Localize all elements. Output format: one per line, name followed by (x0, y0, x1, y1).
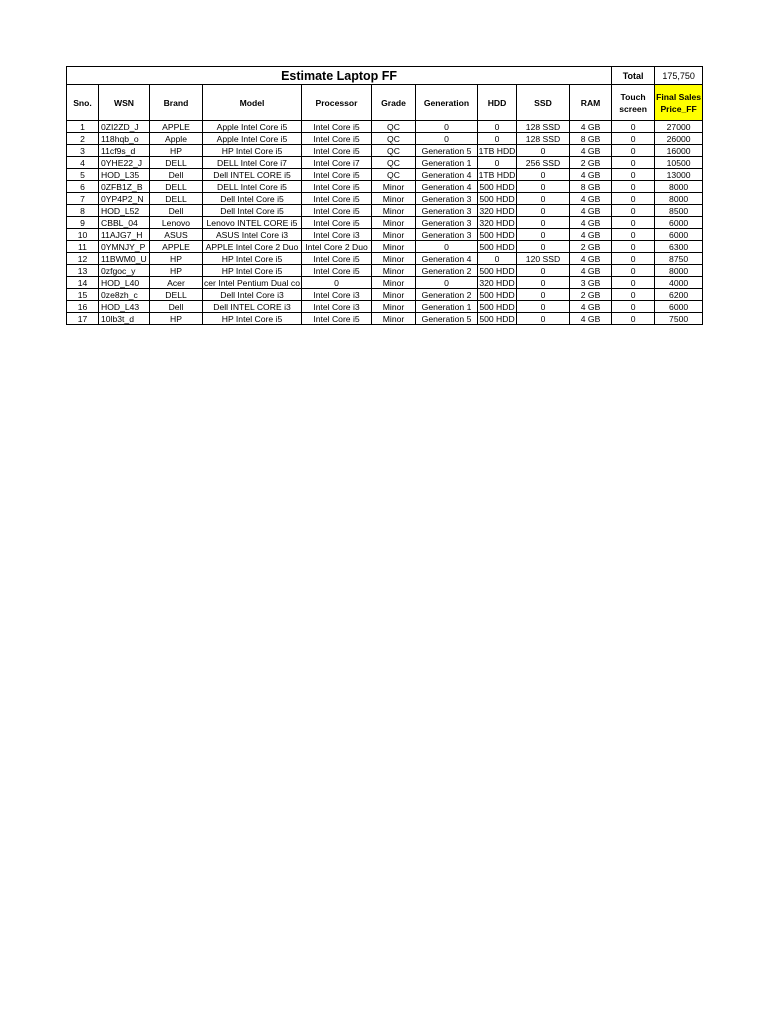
cell-model: Dell Intel Core i3 (203, 289, 302, 301)
cell-final-sales-price: 16000 (655, 145, 703, 157)
cell-processor: Intel Core i5 (302, 313, 372, 325)
cell-ssd: 128 SSD (517, 133, 570, 145)
cell-sno: 17 (67, 313, 99, 325)
cell-final-sales-price: 6200 (655, 289, 703, 301)
cell-grade: Minor (372, 265, 416, 277)
cell-generation: Generation 1 (416, 301, 478, 313)
cell-brand: HP (150, 145, 203, 157)
cell-grade: Minor (372, 313, 416, 325)
cell-touch-screen: 0 (612, 145, 655, 157)
cell-wsn: 118hqb_o (99, 133, 150, 145)
cell-model: Dell INTEL CORE i5 (203, 169, 302, 181)
cell-generation: 0 (416, 133, 478, 145)
cell-generation: Generation 3 (416, 205, 478, 217)
cell-hdd: 500 HDD (479, 193, 515, 204)
table-row (67, 253, 703, 265)
table-row (67, 265, 703, 277)
column-header-processor: Processor (302, 85, 372, 121)
table-row (67, 133, 703, 145)
cell-final-sales-price: 7500 (655, 313, 703, 325)
cell-generation: Generation 2 (416, 265, 478, 277)
cell-model: DELL Intel Core i7 (203, 157, 302, 169)
cell-ssd: 120 SSD (517, 253, 570, 265)
cell-grade: Minor (372, 253, 416, 265)
cell-grade: QC (372, 145, 416, 157)
cell-processor: Intel Core i5 (302, 193, 372, 205)
cell-processor: Intel Core 2 Duo (302, 241, 372, 253)
cell-grade: Minor (372, 229, 416, 241)
cell-ssd: 0 (517, 277, 570, 289)
header-row (67, 85, 703, 121)
cell-hdd: 320 HDD (479, 205, 515, 216)
cell-touch-screen: 0 (612, 313, 655, 325)
cell-final-sales-price: 4000 (655, 277, 703, 289)
cell-brand: DELL (150, 157, 203, 169)
cell-ram: 8 GB (570, 133, 612, 145)
cell-grade: Minor (372, 181, 416, 193)
table-row (67, 181, 703, 193)
cell-hdd: 0 (478, 121, 517, 133)
cell-generation: Generation 1 (416, 157, 478, 169)
cell-hdd: 1TB HDD (478, 145, 516, 156)
cell-wsn: 11AJG7_H (99, 229, 150, 241)
cell-generation: Generation 4 (416, 181, 478, 193)
cell-grade: QC (372, 157, 416, 169)
cell-hdd: 500 HDD (479, 229, 515, 240)
cell-wsn: 11cf9s_d (99, 145, 150, 157)
cell-brand: Dell (150, 205, 203, 217)
cell-brand: Dell (150, 169, 203, 181)
cell-touch-screen: 0 (612, 265, 655, 277)
cell-model: HP Intel Core i5 (203, 145, 302, 157)
cell-processor: Intel Core i5 (302, 145, 372, 157)
cell-ssd: 0 (517, 169, 570, 181)
cell-final-sales-price: 27000 (655, 121, 703, 133)
table-row (67, 313, 703, 325)
cell-generation: Generation 2 (416, 289, 478, 301)
cell-processor: Intel Core i3 (302, 301, 372, 313)
cell-processor: 0 (302, 277, 372, 289)
table-row (67, 145, 703, 157)
cell-ram: 2 GB (570, 241, 612, 253)
cell-grade: Minor (372, 205, 416, 217)
cell-ram: 4 GB (570, 121, 612, 133)
cell-brand: ASUS (150, 229, 203, 241)
estimate-laptop-table (66, 66, 703, 325)
column-header-hdd: HDD (478, 85, 517, 121)
cell-ram: 4 GB (570, 145, 612, 157)
cell-ram: 4 GB (570, 301, 612, 313)
cell-touch-screen: 0 (612, 253, 655, 265)
cell-hdd: 0 (478, 253, 517, 265)
cell-sno: 2 (67, 133, 99, 145)
cell-ssd: 0 (517, 229, 570, 241)
column-header-ram: RAM (570, 85, 612, 121)
cell-sno: 4 (67, 157, 99, 169)
cell-wsn: 0ZI2ZD_J (99, 121, 150, 133)
cell-ssd: 0 (517, 181, 570, 193)
cell-sno: 10 (67, 229, 99, 241)
table-row (67, 169, 703, 181)
cell-sno: 8 (67, 205, 99, 217)
cell-grade: QC (372, 169, 416, 181)
cell-generation: Generation 4 (416, 169, 478, 181)
cell-processor: Intel Core i5 (302, 121, 372, 133)
cell-final-sales-price: 6000 (655, 301, 703, 313)
cell-ram: 4 GB (570, 169, 612, 181)
table-body (67, 67, 703, 325)
cell-grade: QC (372, 121, 416, 133)
cell-ram: 4 GB (570, 265, 612, 277)
cell-wsn: 11BWM0_U (99, 253, 150, 265)
table-row (67, 301, 703, 313)
cell-final-sales-price: 6000 (655, 229, 703, 241)
cell-brand: APPLE (150, 241, 203, 253)
cell-grade: Minor (372, 277, 416, 289)
cell-final-sales-price: 26000 (655, 133, 703, 145)
cell-sno: 1 (67, 121, 99, 133)
cell-wsn: 0YHE22_J (99, 157, 150, 169)
column-header-ssd: SSD (517, 85, 570, 121)
cell-model: HP Intel Core i5 (203, 265, 302, 277)
cell-touch-screen: 0 (612, 121, 655, 133)
column-header-model: Model (203, 85, 302, 121)
cell-brand: DELL (150, 181, 203, 193)
cell-brand: Lenovo (150, 217, 203, 229)
column-header-wsn: WSN (99, 85, 150, 121)
title-row (67, 67, 703, 85)
cell-touch-screen: 0 (612, 157, 655, 169)
cell-wsn: HOD_L35 (99, 169, 150, 181)
cell-ram: 2 GB (570, 289, 612, 301)
cell-brand: APPLE (150, 121, 203, 133)
cell-final-sales-price: 6300 (655, 241, 703, 253)
cell-generation: 0 (416, 241, 478, 253)
cell-brand: DELL (150, 289, 203, 301)
cell-model: Apple Intel Core i5 (203, 133, 302, 145)
cell-brand: Dell (150, 301, 203, 313)
cell-touch-screen: 0 (612, 241, 655, 253)
cell-ssd: 0 (517, 313, 570, 325)
cell-generation: Generation 3 (416, 193, 478, 205)
cell-generation: Generation 5 (416, 313, 478, 325)
cell-brand: Acer (150, 277, 203, 289)
cell-final-sales-price: 10500 (655, 157, 703, 169)
cell-sno: 14 (67, 277, 99, 289)
sheet-title: Estimate Laptop FF (67, 67, 612, 85)
cell-hdd: 0 (478, 157, 517, 169)
cell-processor: Intel Core i5 (302, 181, 372, 193)
cell-touch-screen: 0 (612, 301, 655, 313)
column-header-generation: Generation (416, 85, 478, 121)
cell-ram: 3 GB (570, 277, 612, 289)
table-row (67, 157, 703, 169)
cell-wsn: HOD_L43 (99, 301, 150, 313)
cell-wsn: 0ZFB1Z_B (99, 181, 150, 193)
cell-sno: 13 (67, 265, 99, 277)
cell-ssd: 0 (517, 241, 570, 253)
table-row (67, 289, 703, 301)
cell-final-sales-price: 8000 (655, 265, 703, 277)
column-header-final-sales-price: Final Sales Price_FF (655, 85, 703, 121)
column-header-grade: Grade (372, 85, 416, 121)
cell-hdd: 320 HDD (479, 217, 515, 228)
cell-model: DELL Intel Core i5 (203, 181, 302, 193)
cell-final-sales-price: 8500 (655, 205, 703, 217)
cell-model: Lenovo INTEL CORE i5 (203, 217, 302, 229)
column-header-brand: Brand (150, 85, 203, 121)
cell-grade: Minor (372, 193, 416, 205)
cell-model: ASUS Intel Core i3 (203, 229, 302, 241)
cell-ram: 4 GB (570, 217, 612, 229)
table-row (67, 277, 703, 289)
cell-hdd: 500 HDD (479, 181, 515, 192)
cell-hdd: 500 HDD (479, 241, 515, 252)
cell-processor: Intel Core i5 (302, 265, 372, 277)
table-row (67, 193, 703, 205)
cell-grade: Minor (372, 289, 416, 301)
cell-wsn: 0YP4P2_N (99, 193, 150, 205)
cell-wsn: 0zfgoc_y (99, 265, 150, 277)
cell-wsn: CBBL_04 (99, 217, 150, 229)
cell-touch-screen: 0 (612, 229, 655, 241)
cell-ram: 2 GB (570, 157, 612, 169)
cell-processor: Intel Core i5 (302, 205, 372, 217)
cell-ram: 4 GB (570, 229, 612, 241)
cell-final-sales-price: 13000 (655, 169, 703, 181)
cell-grade: Minor (372, 217, 416, 229)
cell-grade: QC (372, 133, 416, 145)
cell-model: Apple Intel Core i5 (203, 121, 302, 133)
cell-brand: HP (150, 253, 203, 265)
cell-hdd: 500 HDD (479, 301, 515, 312)
table-row (67, 241, 703, 253)
cell-hdd: 500 HDD (479, 265, 515, 276)
cell-brand: HP (150, 313, 203, 325)
cell-processor: Intel Core i5 (302, 253, 372, 265)
cell-hdd: 500 HDD (479, 289, 515, 300)
cell-model: HP Intel Core i5 (203, 253, 302, 265)
cell-sno: 7 (67, 193, 99, 205)
table-row (67, 205, 703, 217)
cell-processor: Intel Core i7 (302, 157, 372, 169)
cell-generation: 0 (416, 277, 478, 289)
cell-model: Dell INTEL CORE i3 (203, 301, 302, 313)
cell-brand: Apple (150, 133, 203, 145)
cell-touch-screen: 0 (612, 181, 655, 193)
cell-hdd: 320 HDD (479, 277, 515, 288)
cell-processor: Intel Core i3 (302, 289, 372, 301)
cell-processor: Intel Core i5 (302, 169, 372, 181)
cell-sno: 6 (67, 181, 99, 193)
cell-wsn: 10lb3t_d (99, 313, 150, 325)
cell-generation: Generation 5 (416, 145, 478, 157)
cell-final-sales-price: 6000 (655, 217, 703, 229)
cell-sno: 3 (67, 145, 99, 157)
cell-ssd: 0 (517, 217, 570, 229)
cell-ram: 4 GB (570, 205, 612, 217)
cell-wsn: HOD_L52 (99, 205, 150, 217)
table-row (67, 121, 703, 133)
cell-touch-screen: 0 (612, 217, 655, 229)
cell-final-sales-price: 8750 (655, 253, 703, 265)
cell-ram: 4 GB (570, 253, 612, 265)
cell-sno: 16 (67, 301, 99, 313)
cell-model: Dell Intel Core i5 (203, 193, 302, 205)
cell-model: Dell Intel Core i5 (203, 205, 302, 217)
cell-model: APPLE Intel Core 2 Duo (203, 241, 302, 253)
cell-hdd: 500 HDD (479, 313, 515, 324)
cell-processor: Intel Core i5 (302, 133, 372, 145)
cell-brand: DELL (150, 193, 203, 205)
column-header-touch-screen: Touch screen (612, 85, 655, 121)
cell-generation: Generation 3 (416, 217, 478, 229)
cell-model: cer Intel Pentium Dual co (203, 277, 300, 288)
cell-ram: 8 GB (570, 181, 612, 193)
cell-wsn: 0ze8zh_c (99, 289, 150, 301)
cell-generation: Generation 3 (416, 229, 478, 241)
cell-grade: Minor (372, 301, 416, 313)
cell-ram: 4 GB (570, 193, 612, 205)
cell-grade: Minor (372, 241, 416, 253)
cell-final-sales-price: 8000 (655, 193, 703, 205)
cell-wsn: HOD_L40 (99, 277, 150, 289)
cell-wsn: 0YMNJY_P (99, 241, 150, 253)
cell-ssd: 256 SSD (517, 157, 570, 169)
cell-ssd: 0 (517, 265, 570, 277)
cell-hdd: 0 (478, 133, 517, 145)
cell-generation: Generation 4 (416, 253, 478, 265)
cell-touch-screen: 0 (612, 277, 655, 289)
cell-touch-screen: 0 (612, 193, 655, 205)
cell-ssd: 0 (517, 289, 570, 301)
table-row (67, 229, 703, 241)
cell-touch-screen: 0 (612, 169, 655, 181)
cell-sno: 15 (67, 289, 99, 301)
total-value: 175,750 (655, 67, 703, 85)
column-header-sno: Sno. (67, 85, 99, 121)
cell-final-sales-price: 8000 (655, 181, 703, 193)
cell-ssd: 128 SSD (517, 121, 570, 133)
cell-processor: Intel Core i5 (302, 217, 372, 229)
cell-touch-screen: 0 (612, 289, 655, 301)
cell-model: HP Intel Core i5 (203, 313, 302, 325)
cell-ssd: 0 (517, 301, 570, 313)
cell-sno: 5 (67, 169, 99, 181)
cell-sno: 11 (67, 241, 99, 253)
cell-sno: 12 (67, 253, 99, 265)
cell-brand: HP (150, 265, 203, 277)
cell-touch-screen: 0 (612, 205, 655, 217)
cell-ram: 4 GB (570, 313, 612, 325)
cell-ssd: 0 (517, 193, 570, 205)
cell-touch-screen: 0 (612, 133, 655, 145)
cell-ssd: 0 (517, 145, 570, 157)
cell-hdd: 1TB HDD (478, 169, 516, 180)
cell-ssd: 0 (517, 205, 570, 217)
cell-processor: Intel Core i3 (302, 229, 372, 241)
table-row (67, 217, 703, 229)
total-label: Total (612, 67, 655, 85)
cell-sno: 9 (67, 217, 99, 229)
cell-generation: 0 (416, 121, 478, 133)
